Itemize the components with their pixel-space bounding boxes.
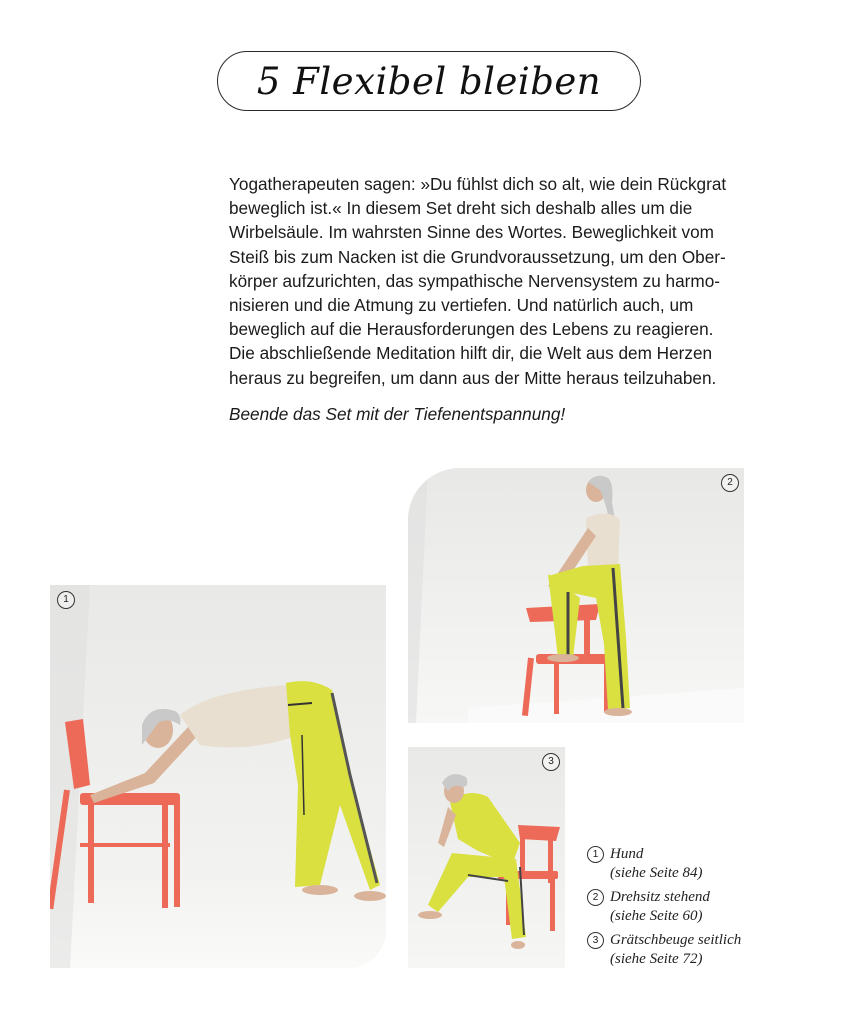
legend-page-ref: (siehe Seite 84) [610, 865, 703, 881]
intro-line: Wirbelsäule. Im wahrsten Sinne des Wortes. Beweglichkeit vom [229, 222, 714, 243]
intro-paragraph [229, 172, 749, 390]
legend-number: 3 [587, 932, 604, 949]
photo-drehsitz-stehend [408, 468, 744, 723]
photo-graetschbeuge [408, 747, 565, 968]
photo-number-badge: 3 [542, 753, 560, 771]
pose-legend [587, 845, 837, 974]
legend-item [587, 845, 837, 883]
legend-item [587, 888, 837, 926]
legend-pose-name: Drehsitz stehend [610, 889, 710, 905]
legend-pose-name: Grätschbeuge seitlich [610, 932, 742, 948]
closing-instruction: Beende das Set mit der Tiefenentspannung! [229, 404, 566, 424]
photo-drehsitz-illustration [408, 468, 744, 723]
photo-number-badge: 2 [721, 474, 739, 492]
legend-page-ref: (siehe Seite 60) [610, 908, 703, 924]
intro-line: nisieren und die Atmung zu vertiefen. Und natürlich auch, um [229, 295, 694, 316]
photo-graetschbeuge-illustration [408, 747, 565, 968]
legend-page-ref: (siehe Seite 72) [610, 951, 703, 967]
photo-hund-illustration [50, 585, 386, 968]
chapter-title-pill [217, 51, 641, 111]
chapter-title: 5 Flexibel bleiben [256, 59, 602, 103]
photo-number-badge: 1 [57, 591, 75, 609]
photo-hund [50, 585, 386, 968]
legend-number: 2 [587, 889, 604, 906]
intro-line: heraus zu begreifen, um dann aus der Mitte heraus teilzuhaben. [229, 367, 717, 388]
intro-line: körper aufzurichten, das sympathische Nervensystem zu harmo- [229, 270, 721, 291]
legend-pose-name: Hund [610, 846, 644, 862]
intro-line: beweglich ist.« In diesem Set dreht sich deshalb alles um die [229, 198, 693, 219]
intro-line: Steiß bis zum Nacken ist die Grundvoraussetzung, um den Ober- [229, 246, 726, 267]
intro-line: beweglich auf die Herausforderungen des Lebens zu reagieren. [229, 319, 714, 340]
legend-item [587, 931, 837, 969]
intro-line: Die abschließende Meditation hilft dir, die Welt aus dem Herzen [229, 343, 713, 364]
intro-line: Yogatherapeuten sagen: »Du fühlst dich so alt, wie dein Rückgrat [229, 174, 727, 194]
legend-number: 1 [587, 846, 604, 863]
